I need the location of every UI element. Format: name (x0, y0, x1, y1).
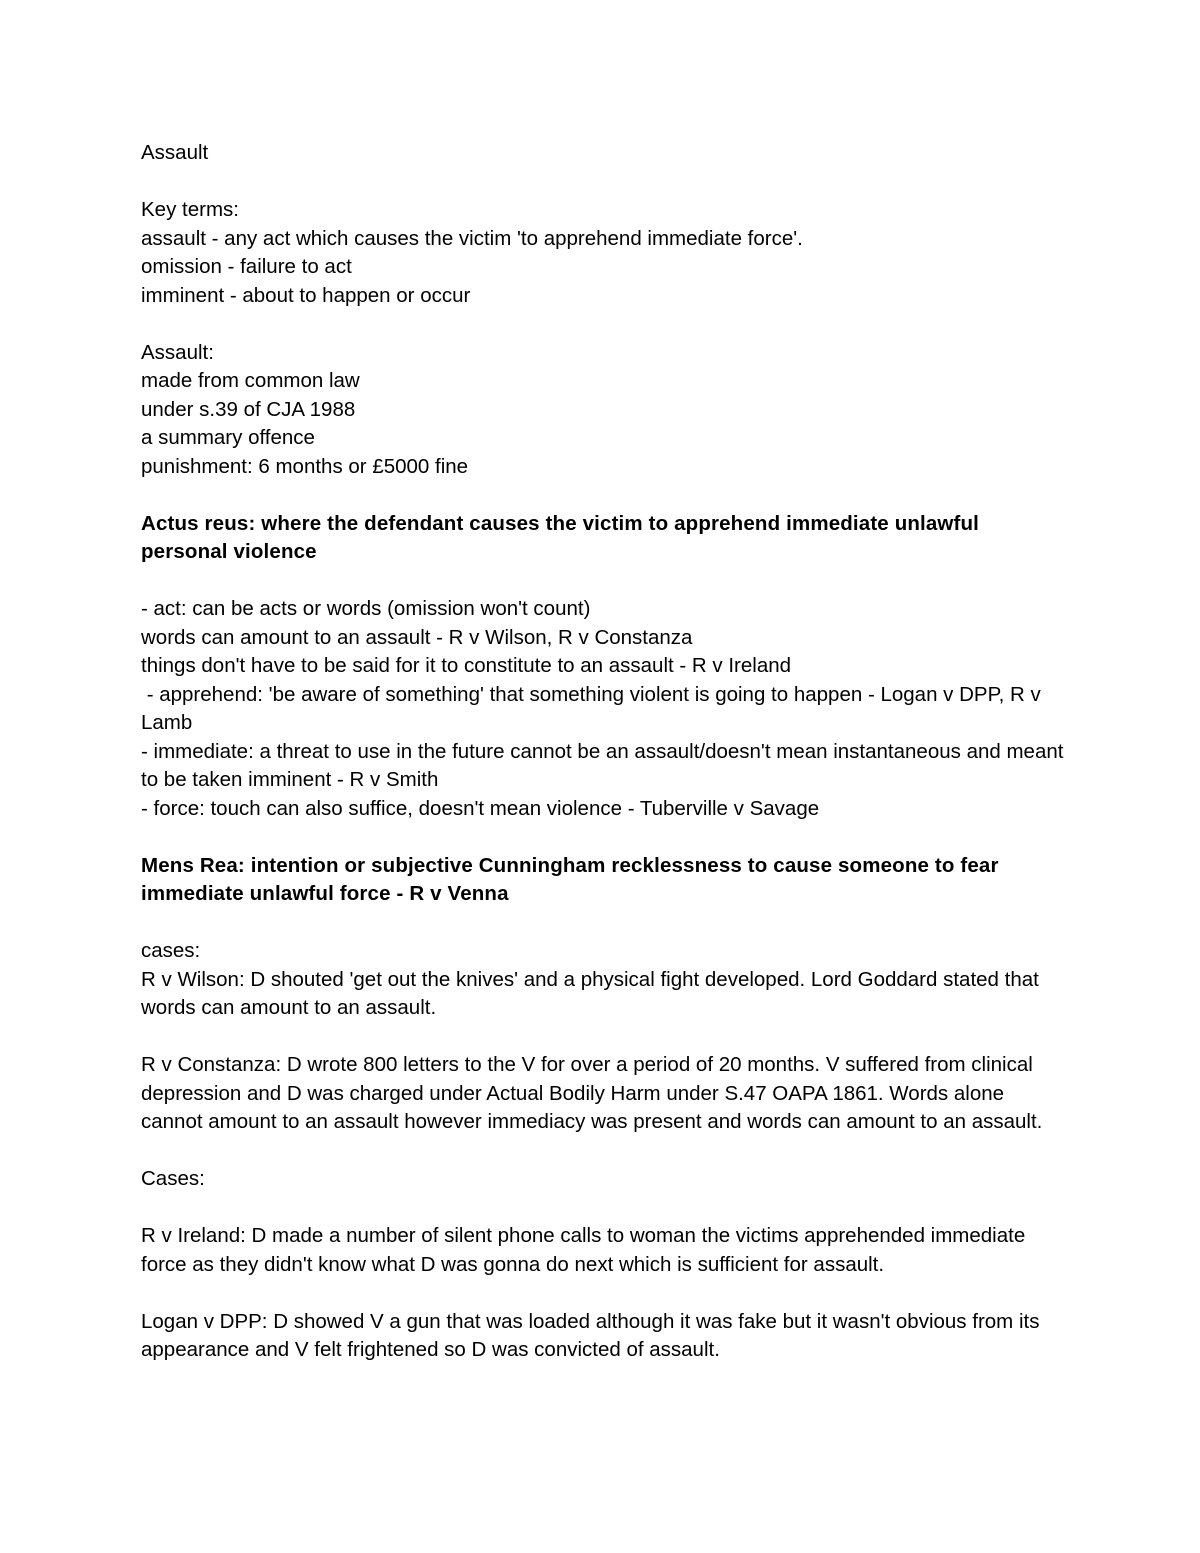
document-body (141, 139, 1070, 1365)
key-term-imminent: imminent - about to happen or occur (141, 283, 471, 307)
actus-reus-point: - immediate: a threat to use in the future cannot be an assault/doesn't mean instantaneous and meant to be taken imminent - R v Smith (141, 739, 1070, 791)
actus-reus-point: - force: touch can also suffice, doesn't mean violence - Tuberville v Savage (141, 796, 820, 820)
actus-reus-point: - apprehend: 'be aware of something' that something violent is going to happen - Logan v DPP, R v Lamb (141, 682, 1047, 734)
spacer (141, 1137, 1066, 1166)
assault-heading: Assault: (141, 340, 214, 364)
case-constanza: R v Constanza: D wrote 800 letters to the V for over a period of 20 months. V suffered from clinical depression and D was charged under Actual Bodily Harm under S.47 OAPA 1861. Words alone cannot amount to an assault however immediacy was present and words can amount to an assault. (141, 1053, 1043, 1133)
mens-rea-heading: Mens Rea: intention or subjective Cunningham recklessness to cause someone to fear immediate unlawful force - R v Venna (141, 853, 1005, 905)
actus-reus-point: - act: can be acts or words (omission won't count) (141, 597, 591, 620)
actus-reus-heading: Actus reus: where the defendant causes the victim to apprehend immediate unlawful personal violence (141, 511, 985, 563)
spacer (141, 310, 1066, 339)
spacer (141, 567, 1066, 596)
spacer (141, 1194, 1066, 1223)
key-term-assault: assault - any act which causes the victim 'to apprehend immediate force'. (141, 226, 803, 250)
spacer (141, 481, 1066, 510)
spacer (141, 168, 1066, 197)
spacer (141, 823, 1066, 852)
key-terms-heading: Key terms: (141, 198, 239, 221)
case-wilson: R v Wilson: D shouted 'get out the knives' and a physical fight developed. Lord Goddard stated that words can amount to an assault. (141, 967, 1045, 1019)
cases-heading: cases: (141, 939, 201, 962)
actus-reus-point: things don't have to be said for it to constitute to an assault - R v Ireland (141, 654, 792, 677)
case-logan: Logan v DPP: D showed V a gun that was loaded although it was fake but it wasn't obvious from its appearance and V felt frightened so D was convicted of assault. (141, 1309, 1046, 1361)
cases-heading: Cases: (141, 1167, 205, 1190)
assault-fact: made from common law (141, 369, 360, 392)
key-term-omission: omission - failure to act (141, 255, 352, 278)
spacer (141, 1023, 1066, 1052)
spacer (141, 909, 1066, 938)
actus-reus-point: words can amount to an assault - R v Wilson, R v Constanza (141, 625, 693, 649)
assault-fact: punishment: 6 months or £5000 fine (141, 454, 469, 478)
assault-fact: under s.39 of CJA 1988 (141, 397, 356, 421)
assault-fact: a summary offence (141, 426, 315, 449)
case-ireland: R v Ireland: D made a number of silent phone calls to woman the victims apprehended immediate force as they didn't know what D was gonna do next which is sufficient for assault. (141, 1224, 1031, 1276)
spacer (141, 1279, 1066, 1308)
document-title: Assault (141, 141, 209, 164)
